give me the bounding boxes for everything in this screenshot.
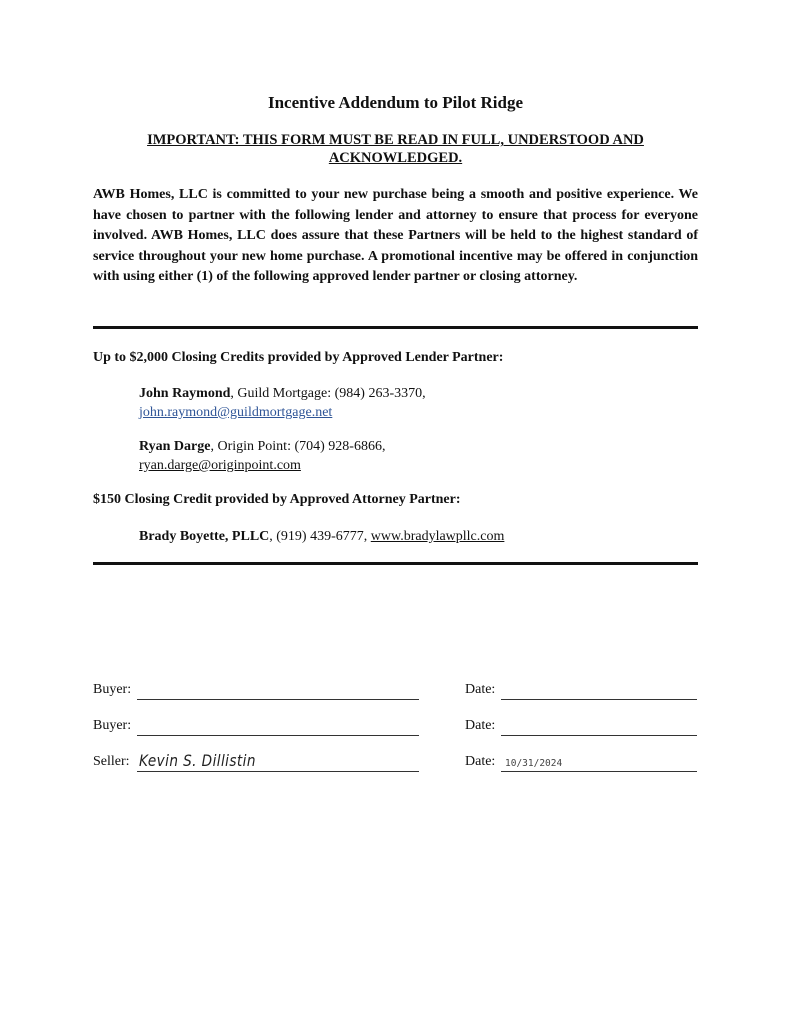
role-label: Seller: (93, 754, 130, 769)
seller-date-value: 10/31/2024 (505, 758, 563, 769)
buyer-date-field[interactable] (501, 735, 697, 736)
buyer-date-field[interactable] (501, 699, 697, 700)
attorney-partner-entry (139, 527, 504, 546)
date-label: Date: (465, 718, 496, 733)
lender-partner-entry (139, 437, 385, 475)
partner-details: , (919) 439-6777, (269, 529, 371, 544)
role-label: Buyer: (93, 718, 132, 733)
seller-date-field[interactable] (501, 771, 697, 772)
signature-row-buyer-1 (93, 680, 698, 700)
buyer-signature-field[interactable] (137, 699, 419, 700)
seller-signature: Kevin S. Dillistin (139, 751, 256, 770)
divider-bottom (93, 562, 698, 565)
role-label: Buyer: (93, 682, 132, 697)
buyer-signature-field[interactable] (137, 735, 419, 736)
lender-section-heading: Up to $2,000 Closing Credits provided by Approved Lender Partner: (93, 350, 504, 365)
partner-email-link[interactable]: ryan.darge@originpoint.com (139, 458, 301, 473)
partner-name: Brady Boyette, PLLC (139, 529, 270, 544)
page-title: Incentive Addendum to Pilot Ridge (267, 93, 524, 112)
partner-name: Ryan Darge (139, 439, 211, 454)
signature-row-seller (93, 750, 698, 772)
partner-website-link[interactable]: www.bradylawpllc.com (370, 529, 505, 544)
lender-partner-entry (139, 384, 426, 422)
signature-row-buyer-2 (93, 716, 698, 736)
intro-paragraph: AWB Homes, LLC is committed to your new purchase being a smooth and positive experience. We have chosen to partner with the following lender and attorney to ensure that process for everyone involved. AWB Homes, LLC does assure that these Partners will be held to the highest standard of service throughout your new home purchase. A promotional incentive may be offered in conjunction with using either (1) of the following approved lender partner or closing attorney. (93, 187, 698, 285)
partner-details: , Guild Mortgage: (984) 263-3370, (230, 386, 426, 401)
important-notice: IMPORTANT: THIS FORM MUST BE READ IN FULL, UNDERSTOOD AND ACKNOWLEDGED. (147, 132, 644, 166)
date-label: Date: (465, 682, 496, 697)
seller-signature-field[interactable] (137, 771, 419, 772)
divider-top (93, 326, 698, 329)
partner-name: John Raymond (139, 386, 231, 401)
attorney-section-heading: $150 Closing Credit provided by Approved Attorney Partner: (93, 492, 461, 507)
date-label: Date: (465, 754, 496, 769)
partner-details: , Origin Point: (704) 928-6866, (210, 439, 386, 454)
partner-email-link[interactable]: john.raymond@guildmortgage.net (139, 405, 333, 420)
